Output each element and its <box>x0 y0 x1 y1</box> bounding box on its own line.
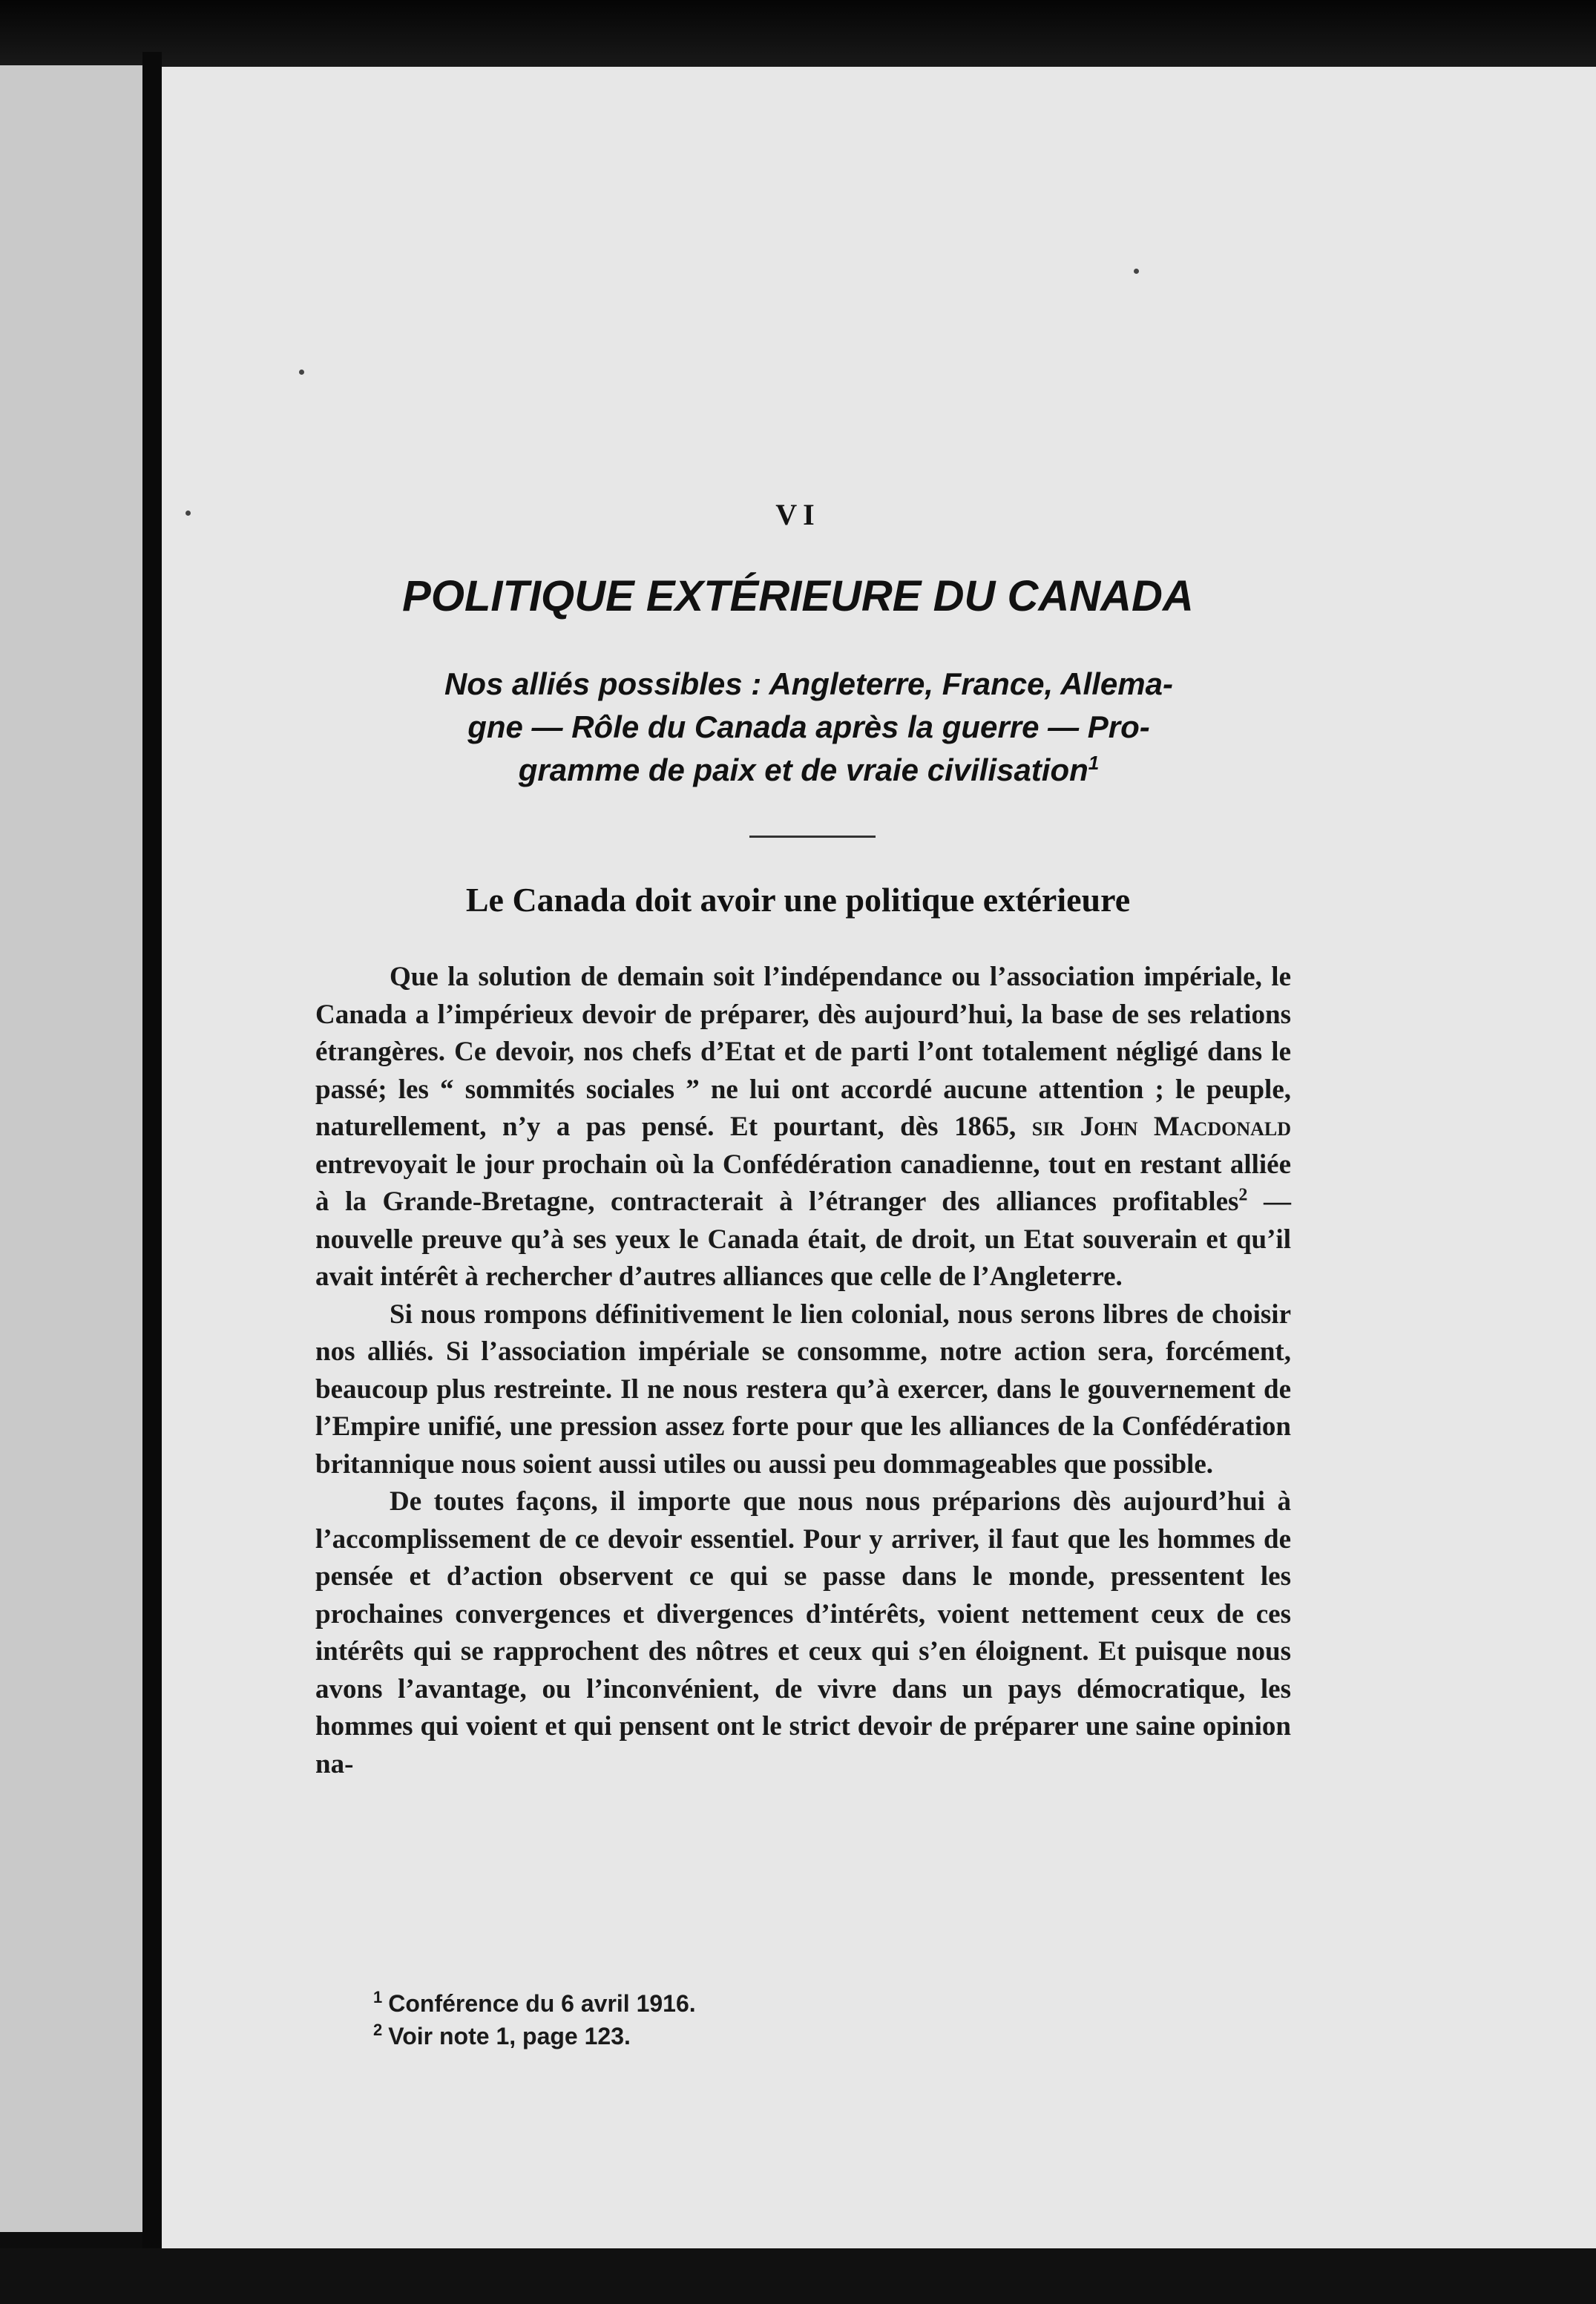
body-text <box>315 959 1291 1783</box>
separator-rule <box>749 836 876 838</box>
footnotes <box>373 1987 1264 2052</box>
footnote-ref: 2 <box>1238 1185 1248 1205</box>
scan-bottom-edge <box>0 2248 1596 2304</box>
chapter-subtitle <box>312 663 1306 792</box>
section-heading: Le Canada doit avoir une politique extérieure <box>465 881 1131 919</box>
subtitle-line: Nos alliés possibles : Angleterre, France, Allema- <box>444 666 1173 701</box>
footnote-text: Voir note 1, page 123. <box>388 2023 631 2049</box>
footnote <box>373 1987 1264 2020</box>
title-sir: sir <box>1031 1112 1065 1142</box>
footnote-ref: 1 <box>1088 752 1100 774</box>
facing-page-edge <box>0 65 142 2232</box>
scan-top-edge <box>0 0 1596 70</box>
subtitle-line-text: gramme de paix et de vraie civilisation <box>518 752 1088 787</box>
footnote-number: 1 <box>373 1988 383 2007</box>
scan-speck <box>1134 269 1139 274</box>
person-name: John Macdonald <box>1080 1112 1292 1142</box>
scan-speck <box>299 370 304 375</box>
subtitle-line: gne — Rôle du Canada après la guerre — Pro- <box>467 709 1150 744</box>
paragraph-text: entrevoyait le jour prochain où la Confédération canadienne, tout en restant alliée à la Grande-Bretagne, contracterait à l’étranger des alliances profitables <box>315 1149 1291 1217</box>
chapter-title: POLITIQUE EXTÉRIEURE DU CANADA <box>402 572 1194 620</box>
paragraph: De toutes façons, il importe que nous nous préparions dès aujourd’hui à l’accomplissement de ce devoir essentiel. Pour y arriver, il faut que les hommes de pensée et d’action observent ce qui se passe dans le monde, pressentent les prochaines convergences et divergences d’intérêts, voient nettement ceux de ces intérêts qui se rapprochent des nôtres et ceux qui s’en éloignent. Et puisque nous avons l’avantage, ou l’inconvénient, de vivre dans un pays démocratique, les hommes qui voient et qui pensent ont le strict devoir de préparer une saine opinion na- <box>315 1486 1291 1779</box>
footnote-text: Conférence du 6 avril 1916. <box>388 1990 696 2017</box>
footnote <box>373 2020 1264 2052</box>
paragraph-text: Que la solution de demain soit l’indépendance ou l’association impériale, le Canada a l’impérieux devoir de préparer, dès aujourd’hui, la base de ses relations étrangères. Ce devoir, nos chefs d’Etat et de parti l’ont totalement négligé dans le passé; les “ sommités sociales ” ne lui ont accordé aucune attention ; le peuple, naturellement, n’y a pas pensé. Et pourtant, dès 1865, <box>315 962 1291 1142</box>
book-gutter <box>142 52 162 2248</box>
paragraph: Si nous rompons définitivement le lien colonial, nous serons libres de choisir nos alliés. Si l’association impériale se consomme, notre action sera, forcément, beaucoup plus restreinte. Il ne nous restera qu’à exercer, dans le gouvernement de l’Empire unifié, une pression assez forte pour que les alliances de la Confédération britannique nous soient aussi utiles ou aussi peu dommageables que possible. <box>315 1299 1291 1480</box>
paragraph-text: — nouvelle preuve qu’à ses yeux le Canada était, de droit, un Etat souverain et qu’il avait intérêt à rechercher d’autres alliances que celle de l’Angleterre. <box>315 1187 1291 1292</box>
paragraph <box>315 959 1291 1296</box>
chapter-number: VI <box>775 498 821 531</box>
subtitle-line <box>312 749 1306 792</box>
footnote-number: 2 <box>373 2021 383 2040</box>
